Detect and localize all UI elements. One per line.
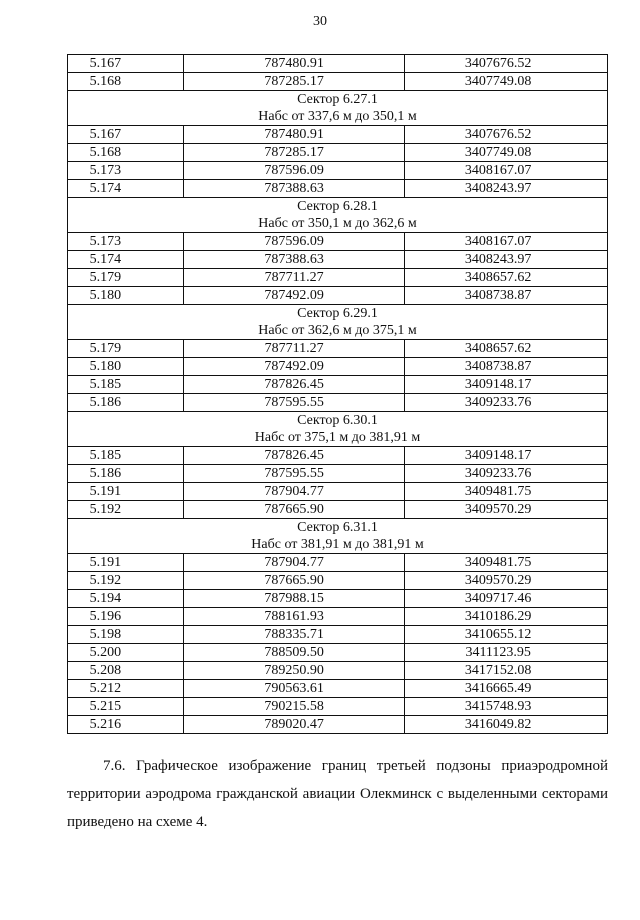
x-coordinate-cell: 787595.55 [183, 465, 405, 483]
y-coordinate-cell: 3409481.75 [405, 483, 608, 501]
sector-range-row [68, 215, 608, 233]
sector-range-row [68, 322, 608, 340]
table-row [68, 358, 608, 376]
point-number-cell: 5.208 [68, 662, 184, 680]
sector-range-row [68, 536, 608, 554]
sector-height-range: Набс от 381,91 м до 381,91 м [68, 536, 608, 554]
point-number-cell: 5.168 [68, 144, 184, 162]
sector-height-range: Набс от 375,1 м до 381,91 м [68, 429, 608, 447]
point-number-cell: 5.167 [68, 55, 184, 73]
sector-range-row [68, 429, 608, 447]
y-coordinate-cell: 3407749.08 [405, 73, 608, 91]
x-coordinate-cell: 787492.09 [183, 287, 405, 305]
x-coordinate-cell: 787904.77 [183, 554, 405, 572]
table-row [68, 180, 608, 198]
x-coordinate-cell: 787988.15 [183, 590, 405, 608]
x-coordinate-cell: 787665.90 [183, 501, 405, 519]
y-coordinate-cell: 3409148.17 [405, 447, 608, 465]
y-coordinate-cell: 3408738.87 [405, 358, 608, 376]
x-coordinate-cell: 787388.63 [183, 180, 405, 198]
x-coordinate-cell: 787665.90 [183, 572, 405, 590]
table-row [68, 554, 608, 572]
sector-header-row [68, 519, 608, 537]
point-number-cell: 5.180 [68, 287, 184, 305]
y-coordinate-cell: 3409233.76 [405, 465, 608, 483]
y-coordinate-cell: 3409717.46 [405, 590, 608, 608]
x-coordinate-cell: 787596.09 [183, 162, 405, 180]
point-number-cell: 5.185 [68, 376, 184, 394]
sector-title: Сектор 6.28.1 [68, 198, 608, 216]
coordinates-table [67, 54, 608, 734]
section-paragraph [67, 752, 608, 836]
table-row [68, 608, 608, 626]
point-number-cell: 5.186 [68, 394, 184, 412]
point-number-cell: 5.196 [68, 608, 184, 626]
table-row [68, 251, 608, 269]
table-row [68, 680, 608, 698]
x-coordinate-cell: 787285.17 [183, 144, 405, 162]
y-coordinate-cell: 3407676.52 [405, 55, 608, 73]
table-row [68, 144, 608, 162]
sector-title: Сектор 6.31.1 [68, 519, 608, 537]
point-number-cell: 5.198 [68, 626, 184, 644]
table-row [68, 73, 608, 91]
x-coordinate-cell: 787826.45 [183, 376, 405, 394]
x-coordinate-cell: 787711.27 [183, 340, 405, 358]
x-coordinate-cell: 789250.90 [183, 662, 405, 680]
table-row [68, 287, 608, 305]
point-number-cell: 5.179 [68, 340, 184, 358]
sector-range-row [68, 108, 608, 126]
y-coordinate-cell: 3416665.49 [405, 680, 608, 698]
table-row [68, 55, 608, 73]
table-row [68, 162, 608, 180]
point-number-cell: 5.174 [68, 251, 184, 269]
x-coordinate-cell: 787480.91 [183, 55, 405, 73]
y-coordinate-cell: 3411123.95 [405, 644, 608, 662]
point-number-cell: 5.168 [68, 73, 184, 91]
sector-title: Сектор 6.30.1 [68, 412, 608, 430]
table-row [68, 447, 608, 465]
sector-height-range: Набс от 350,1 м до 362,6 м [68, 215, 608, 233]
table-row [68, 483, 608, 501]
x-coordinate-cell: 788161.93 [183, 608, 405, 626]
sector-header-row [68, 91, 608, 109]
y-coordinate-cell: 3408657.62 [405, 340, 608, 358]
sector-header-row [68, 198, 608, 216]
point-number-cell: 5.191 [68, 483, 184, 501]
x-coordinate-cell: 787904.77 [183, 483, 405, 501]
sector-header-row [68, 412, 608, 430]
table-row [68, 233, 608, 251]
table-row [68, 465, 608, 483]
y-coordinate-cell: 3407749.08 [405, 144, 608, 162]
point-number-cell: 5.173 [68, 233, 184, 251]
sector-height-range: Набс от 362,6 м до 375,1 м [68, 322, 608, 340]
sector-height-range: Набс от 337,6 м до 350,1 м [68, 108, 608, 126]
point-number-cell: 5.185 [68, 447, 184, 465]
x-coordinate-cell: 787480.91 [183, 126, 405, 144]
y-coordinate-cell: 3409481.75 [405, 554, 608, 572]
x-coordinate-cell: 790215.58 [183, 698, 405, 716]
point-number-cell: 5.191 [68, 554, 184, 572]
point-number-cell: 5.216 [68, 716, 184, 734]
table-row [68, 572, 608, 590]
y-coordinate-cell: 3408738.87 [405, 287, 608, 305]
table-row [68, 626, 608, 644]
y-coordinate-cell: 3416049.82 [405, 716, 608, 734]
x-coordinate-cell: 788509.50 [183, 644, 405, 662]
y-coordinate-cell: 3408243.97 [405, 180, 608, 198]
x-coordinate-cell: 789020.47 [183, 716, 405, 734]
point-number-cell: 5.180 [68, 358, 184, 376]
y-coordinate-cell: 3408167.07 [405, 233, 608, 251]
table-row [68, 501, 608, 519]
coordinates-table-body [68, 55, 608, 734]
point-number-cell: 5.174 [68, 180, 184, 198]
y-coordinate-cell: 3407676.52 [405, 126, 608, 144]
y-coordinate-cell: 3417152.08 [405, 662, 608, 680]
x-coordinate-cell: 787826.45 [183, 447, 405, 465]
y-coordinate-cell: 3415748.93 [405, 698, 608, 716]
point-number-cell: 5.192 [68, 501, 184, 519]
table-row [68, 662, 608, 680]
x-coordinate-cell: 787711.27 [183, 269, 405, 287]
y-coordinate-cell: 3408657.62 [405, 269, 608, 287]
y-coordinate-cell: 3410655.12 [405, 626, 608, 644]
y-coordinate-cell: 3408243.97 [405, 251, 608, 269]
sector-title: Сектор 6.29.1 [68, 305, 608, 323]
table-row [68, 716, 608, 734]
x-coordinate-cell: 787492.09 [183, 358, 405, 376]
page-number: 30 [313, 14, 327, 29]
y-coordinate-cell: 3410186.29 [405, 608, 608, 626]
paragraph-text: 7.6. Графическое изображение границ третьей подзоны приаэродромной территории аэродрома гражданской авиации Олекминск с выделенными секторами приведено на схеме 4. [67, 758, 608, 830]
table-row [68, 590, 608, 608]
x-coordinate-cell: 787285.17 [183, 73, 405, 91]
y-coordinate-cell: 3409148.17 [405, 376, 608, 394]
point-number-cell: 5.179 [68, 269, 184, 287]
table-row [68, 269, 608, 287]
x-coordinate-cell: 787595.55 [183, 394, 405, 412]
table-row [68, 394, 608, 412]
point-number-cell: 5.215 [68, 698, 184, 716]
table-row [68, 340, 608, 358]
point-number-cell: 5.167 [68, 126, 184, 144]
point-number-cell: 5.173 [68, 162, 184, 180]
point-number-cell: 5.200 [68, 644, 184, 662]
point-number-cell: 5.186 [68, 465, 184, 483]
table-row [68, 698, 608, 716]
x-coordinate-cell: 787596.09 [183, 233, 405, 251]
table-row [68, 376, 608, 394]
point-number-cell: 5.212 [68, 680, 184, 698]
y-coordinate-cell: 3409570.29 [405, 572, 608, 590]
y-coordinate-cell: 3408167.07 [405, 162, 608, 180]
sector-title: Сектор 6.27.1 [68, 91, 608, 109]
x-coordinate-cell: 790563.61 [183, 680, 405, 698]
y-coordinate-cell: 3409570.29 [405, 501, 608, 519]
point-number-cell: 5.194 [68, 590, 184, 608]
point-number-cell: 5.192 [68, 572, 184, 590]
sector-header-row [68, 305, 608, 323]
table-row [68, 644, 608, 662]
x-coordinate-cell: 788335.71 [183, 626, 405, 644]
table-row [68, 126, 608, 144]
y-coordinate-cell: 3409233.76 [405, 394, 608, 412]
x-coordinate-cell: 787388.63 [183, 251, 405, 269]
